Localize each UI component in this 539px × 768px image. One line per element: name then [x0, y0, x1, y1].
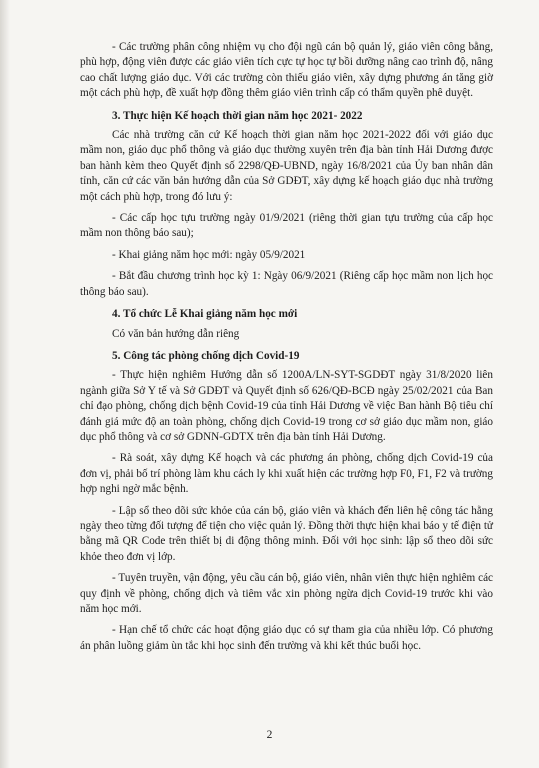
page-number: 2 — [266, 729, 273, 741]
paragraph-school-year-plan: Các nhà trường căn cứ Kế hoạch thời gian năm học 2021-2022 đối với giáo dục mầm non, giáo dục phổ thông và giáo dục thường xuyên trên địa bàn tỉnh Hải Dương được ban hành kèm theo Quyết định số 2298/QĐ-UBND, ngày 16/8/2021 của Ủy ban nhân dân tỉnh, căn cứ các văn bản hướng dẫn của Sở GDĐT, xây dựng kế hoạch giáo dục nhà trường một cách phù hợp, trong đó lưu ý: — [80, 129, 493, 203]
paragraph-covid-guidance: - Thực hiện nghiêm Hướng dẫn số 1200A/LN-SYT-SGDĐT ngày 31/8/2020 liên ngành giữa Sở Y tế và Sở GDĐT và Quyết định số 626/QĐ-BCĐ ngày 25/02/2021 của Ban chỉ đạo phòng, chống dịch bệnh Covid-19 của tỉnh Hải Dương về việc Ban hành Bộ tiêu chí đánh giá mức độ an toàn phòng, chống dịch Covid-19 trong cơ sở giáo dục mầm non, giáo dục phổ thông và cơ sở GDNN-GDTX trên địa bàn tỉnh Hải Dương. — [80, 369, 493, 443]
paragraph-staff-assignment: - Các trường phân công nhiệm vụ cho đội ngũ cán bộ quản lý, giáo viên công bằng, phù hợp, động viên được các giáo viên tích cực tự học tự bồi dưỡng nâng cao trình độ, nâng cao chất lượng giáo dục. Với các trường còn thiếu giáo viên, xây dựng phương án tăng giờ một cách phù hợp, đề xuất hợp đồng thêm giáo viên trình cấp có thẩm quyền phê duyệt. — [80, 41, 493, 100]
heading-section-3: 3. Thực hiện Kế hoạch thời gian năm học 2021- 2022 — [112, 109, 363, 122]
paragraph-health-tracking: - Lập sổ theo dõi sức khỏe của cán bộ, giáo viên và khách đến liên hệ công tác hằng ngày theo từng đối tượng để tiện cho việc quản lý. Đồng thời thực hiện khai báo y tế điện tử bằng mã QR Code trên thiết bị di động thông minh. Đối với học sinh: lập sổ theo dõi sức khỏe theo đơn vị lớp. — [80, 504, 493, 563]
paragraph-opening-day: - Khai giảng năm học mới: ngày 05/9/2021 — [112, 248, 306, 261]
heading-section-4: 4. Tổ chức Lễ Khai giảng năm học mới — [112, 308, 298, 321]
paragraph-school-start: - Các cấp học tựu trường ngày 01/9/2021 (riêng thời gian tựu trường của cấp học mầm non thông báo sau); — [80, 212, 493, 240]
paragraph-covid-plan: - Rà soát, xây dựng Kế hoạch và các phương án phòng, chống dịch Covid-19 của đơn vị, phải bố trí phòng làm khu cách ly khi xuất hiện các trường hợp F0, F1, F2 và trường hợp nghi ngờ mắc bệnh. — [80, 452, 493, 496]
paragraph-separate-guidance: Có văn bản hướng dẫn riêng — [112, 327, 240, 340]
heading-section-5: 5. Công tác phòng chống dịch Covid-19 — [112, 349, 300, 362]
paragraph-semester-start: - Bắt đầu chương trình học kỳ 1: Ngày 06/9/2021 (Riêng cấp học mầm non lịch học thông báo sau). — [80, 270, 493, 298]
paragraph-vaccination: - Tuyên truyền, vận động, yêu cầu cán bộ, giáo viên, nhân viên thực hiện nghiêm các quy định về phòng, chống dịch và tiêm vắc xin phòng ngừa dịch Covid-19 trước khi vào năm học mới. — [80, 572, 493, 615]
paragraph-limit-activities: - Hạn chế tổ chức các hoạt động giáo dục có sự tham gia của nhiều lớp. Có phương án phân luồng giảm ùn tắc khi học sinh đến trường và khi kết thúc buổi học. — [80, 624, 493, 652]
